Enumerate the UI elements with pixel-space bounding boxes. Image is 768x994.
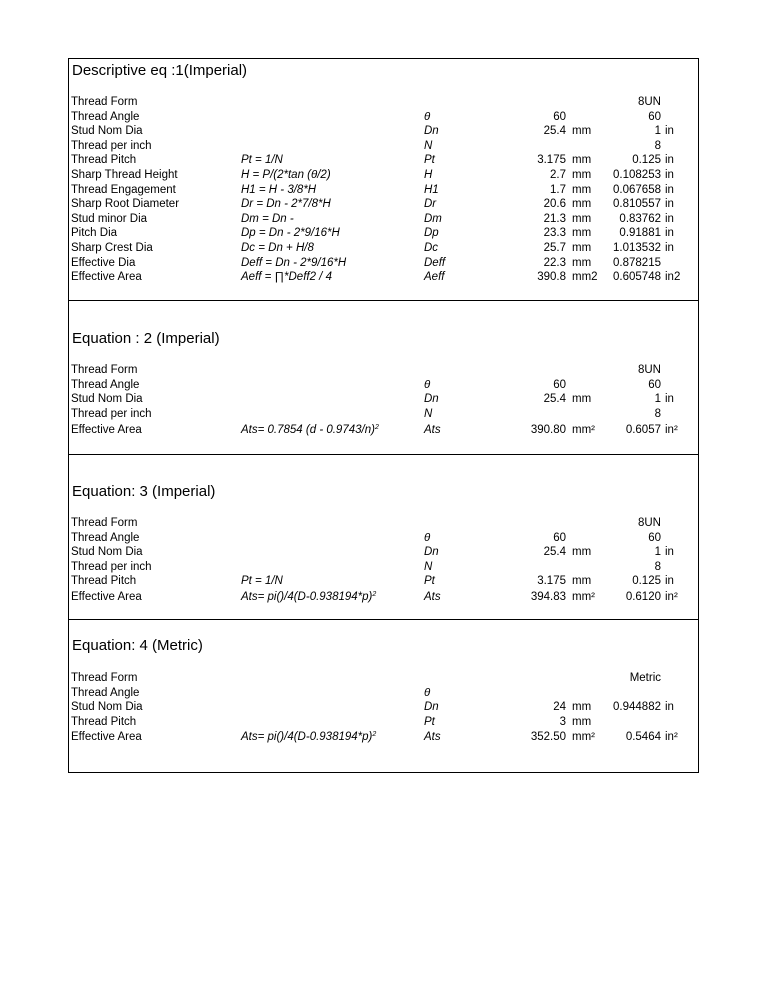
table-row: [69, 212, 698, 227]
imperial-value: 0.810557: [613, 198, 661, 211]
table-row: [69, 183, 698, 198]
metric-unit: mm: [572, 546, 592, 559]
row-symbol: Ats: [424, 591, 441, 603]
table-row: [69, 168, 698, 183]
metric-unit: mm²: [572, 591, 595, 603]
table-row: [69, 686, 698, 701]
table-row: [69, 392, 698, 407]
row-label: Thread Pitch: [71, 575, 137, 588]
imperial-unit: in: [665, 393, 674, 406]
formula-exponent: 2: [372, 591, 377, 598]
imperial-value: 8: [654, 407, 661, 420]
imperial-value: 0.108253: [613, 169, 661, 181]
imperial-value: 60: [648, 110, 661, 123]
row-symbol: N: [424, 560, 433, 573]
table-row: [69, 423, 698, 438]
table-row: [69, 153, 698, 168]
row-formula: Dr = Dn - 2*7/8*H: [241, 198, 331, 211]
row-symbol: θ: [424, 531, 431, 544]
row-symbol: Pt: [424, 575, 435, 588]
metric-value: 25.4: [543, 393, 566, 406]
table-row: [69, 270, 698, 285]
row-symbol: Dp: [424, 227, 439, 240]
metric-value: 25.4: [543, 546, 566, 559]
metric-value: 3.175: [537, 575, 566, 588]
imperial-value: 8UN: [637, 517, 661, 529]
metric-unit: mm: [572, 227, 592, 240]
section-equation-4: [69, 620, 698, 772]
metric-value: 20.6: [543, 198, 566, 211]
imperial-unit: in²: [665, 731, 678, 744]
row-symbol: Dn: [424, 701, 439, 714]
row-symbol: θ: [424, 110, 431, 123]
imperial-value: 8UN: [637, 96, 661, 108]
table-row: [69, 590, 698, 605]
row-label: Sharp Thread Height: [71, 169, 178, 181]
table-row: [69, 671, 698, 686]
row-label: Thread per inch: [71, 139, 152, 152]
table-row: [69, 516, 698, 531]
section-title: Equation: 3 (Imperial): [72, 483, 216, 500]
row-formula: [241, 590, 376, 605]
metric-unit: mm: [572, 393, 592, 406]
imperial-value: 1: [654, 393, 661, 406]
metric-unit: mm: [572, 183, 592, 196]
imperial-value: 0.83762: [619, 212, 661, 225]
table-row: [69, 715, 698, 730]
metric-unit: mm: [572, 212, 592, 225]
metric-value: 25.4: [543, 125, 566, 138]
metric-value: 24: [553, 701, 566, 714]
metric-value: 60: [553, 378, 566, 391]
metric-value: 3: [559, 715, 566, 728]
imperial-value: 0.125: [632, 575, 661, 588]
imperial-unit: in: [665, 227, 674, 240]
metric-unit: mm: [572, 169, 592, 181]
imperial-unit: in: [665, 242, 674, 254]
metric-unit: mm: [572, 242, 592, 254]
row-formula: [241, 423, 379, 438]
imperial-value: 0.91881: [619, 227, 661, 240]
metric-value: 3.175: [537, 154, 566, 167]
row-label: Stud Nom Dia: [71, 393, 143, 406]
row-label: Effective Area: [71, 591, 142, 603]
metric-value: 22.3: [543, 256, 566, 269]
row-formula: H1 = H - 3/8*H: [241, 183, 317, 196]
imperial-unit: in2: [665, 271, 681, 284]
imperial-value: 8: [654, 560, 661, 573]
row-symbol: H1: [424, 183, 439, 196]
metric-unit: mm: [572, 256, 592, 269]
row-label: Thread Form: [71, 364, 138, 376]
metric-unit: mm: [572, 575, 592, 588]
imperial-unit: in: [665, 546, 674, 559]
imperial-unit: in: [665, 198, 674, 211]
row-formula: H = P/(2*tan (θ/2): [241, 169, 331, 181]
row-label: Thread Pitch: [71, 715, 137, 728]
metric-value: 25.7: [543, 242, 566, 254]
row-symbol: N: [424, 407, 433, 420]
imperial-unit: in: [665, 575, 674, 588]
table-row: [69, 407, 698, 422]
row-symbol: Aeff: [424, 271, 445, 284]
row-formula: Aeff = ∏*Deff2 / 4: [241, 271, 332, 284]
imperial-value: 8UN: [637, 364, 661, 376]
metric-unit: mm: [572, 701, 592, 714]
row-symbol: Ats: [424, 731, 441, 744]
imperial-unit: in: [665, 183, 674, 196]
row-symbol: θ: [424, 378, 431, 391]
row-label: Thread Engagement: [71, 183, 176, 196]
row-symbol: θ: [424, 686, 431, 699]
row-symbol: Dn: [424, 125, 439, 138]
metric-unit: mm: [572, 125, 592, 138]
row-label: Effective Area: [71, 271, 142, 284]
row-symbol: Pt: [424, 154, 435, 167]
imperial-value: 0.605748: [613, 271, 661, 284]
imperial-value: 1: [654, 125, 661, 138]
table-row: [69, 124, 698, 139]
row-symbol: Pt: [424, 715, 435, 728]
row-label: Thread Form: [71, 672, 138, 684]
imperial-value: 1: [654, 546, 661, 559]
imperial-value: 0.125: [632, 154, 661, 167]
imperial-unit: in: [665, 701, 674, 714]
metric-value: 390.80: [530, 424, 566, 437]
row-formula: Deff = Dn - 2*9/16*H: [241, 256, 347, 269]
table-row: [69, 378, 698, 393]
metric-value: 352.50: [530, 731, 566, 744]
row-symbol: H: [424, 169, 433, 181]
metric-value: 390.8: [537, 271, 566, 284]
imperial-value: 60: [648, 531, 661, 544]
formula-text: Ats= 0.7854 (d - 0.9743/n): [241, 424, 375, 437]
table-row: [69, 139, 698, 154]
row-label: Thread Angle: [71, 110, 140, 123]
metric-unit: mm²: [572, 424, 595, 437]
imperial-value: 0.6057: [625, 424, 661, 437]
imperial-value: 60: [648, 378, 661, 391]
row-symbol: Dn: [424, 393, 439, 406]
section-equation-2: [69, 301, 698, 455]
formula-text: Ats= pi()/4(D-0.938194*p): [241, 591, 373, 603]
table-row: [69, 363, 698, 378]
imperial-value: 0.067658: [613, 183, 661, 196]
row-label: Effective Dia: [71, 256, 136, 269]
imperial-value: Metric: [629, 672, 661, 684]
metric-value: 60: [553, 110, 566, 123]
formula-text: Ats= pi()/4(D-0.938194*p): [241, 731, 373, 744]
row-formula: Pt = 1/N: [241, 154, 283, 167]
section-title: Equation : 2 (Imperial): [72, 330, 220, 347]
row-formula: Pt = 1/N: [241, 575, 283, 588]
row-symbol: Ats: [424, 424, 441, 437]
row-formula: Dp = Dn - 2*9/16*H: [241, 227, 340, 240]
row-label: Thread Pitch: [71, 154, 137, 167]
section-equation-1: [69, 59, 698, 301]
calculation-sheet: [68, 58, 699, 773]
metric-value: 2.7: [550, 169, 566, 181]
imperial-unit: in: [665, 169, 674, 181]
imperial-value: 0.6120: [625, 591, 661, 603]
row-label: Thread Angle: [71, 686, 140, 699]
row-formula: Dm = Dn -: [241, 212, 294, 225]
section-equation-3: [69, 455, 698, 620]
metric-value: 394.83: [530, 591, 566, 603]
imperial-value: 8: [654, 139, 661, 152]
row-symbol: Dm: [424, 212, 442, 225]
imperial-value: 0.944882: [613, 701, 661, 714]
row-label: Thread Form: [71, 517, 138, 529]
table-row: [69, 531, 698, 546]
table-row: [69, 256, 698, 271]
row-formula: [241, 730, 376, 745]
table-row: [69, 95, 698, 110]
metric-unit: mm: [572, 154, 592, 167]
imperial-unit: in: [665, 125, 674, 138]
metric-value: 23.3: [543, 227, 566, 240]
imperial-unit: in²: [665, 591, 678, 603]
row-label: Thread Angle: [71, 378, 140, 391]
row-label: Sharp Root Diameter: [71, 198, 180, 211]
row-label: Effective Area: [71, 424, 142, 437]
row-label: Stud minor Dia: [71, 212, 148, 225]
row-symbol: N: [424, 139, 433, 152]
imperial-unit: in: [665, 212, 674, 225]
row-label: Pitch Dia: [71, 227, 118, 240]
metric-value: 60: [553, 531, 566, 544]
metric-value: 21.3: [543, 212, 566, 225]
table-row: [69, 730, 698, 745]
formula-exponent: 2: [374, 424, 379, 432]
row-formula: Dc = Dn + H/8: [241, 242, 314, 254]
row-symbol: Dc: [424, 242, 439, 254]
row-label: Effective Area: [71, 731, 142, 744]
row-label: Thread Angle: [71, 531, 140, 544]
row-symbol: Dr: [424, 198, 437, 211]
table-row: [69, 574, 698, 589]
table-row: [69, 226, 698, 241]
section-title: Descriptive eq :1(Imperial): [72, 62, 248, 79]
row-label: Thread per inch: [71, 407, 152, 420]
imperial-value: 0.878215: [613, 256, 661, 269]
table-row: [69, 241, 698, 256]
imperial-value: 0.5464: [625, 731, 661, 744]
table-row: [69, 110, 698, 125]
row-label: Stud Nom Dia: [71, 701, 143, 714]
metric-unit: mm²: [572, 731, 595, 744]
table-row: [69, 700, 698, 715]
row-label: Thread Form: [71, 96, 138, 108]
imperial-unit: in: [665, 154, 674, 167]
row-symbol: Deff: [424, 256, 446, 269]
metric-unit: mm2: [572, 271, 598, 284]
formula-exponent: 2: [372, 731, 377, 739]
row-label: Thread per inch: [71, 560, 152, 573]
section-title: Equation: 4 (Metric): [72, 637, 203, 654]
row-label: Stud Nom Dia: [71, 546, 143, 559]
table-row: [69, 545, 698, 560]
metric-value: 1.7: [550, 183, 566, 196]
row-label: Sharp Crest Dia: [71, 242, 153, 254]
row-symbol: Dn: [424, 546, 439, 559]
metric-unit: mm: [572, 715, 592, 728]
table-row: [69, 560, 698, 575]
table-row: [69, 197, 698, 212]
metric-unit: mm: [572, 198, 592, 211]
row-label: Stud Nom Dia: [71, 125, 143, 138]
imperial-unit: in²: [665, 424, 678, 437]
imperial-value: 1.013532: [613, 242, 661, 254]
